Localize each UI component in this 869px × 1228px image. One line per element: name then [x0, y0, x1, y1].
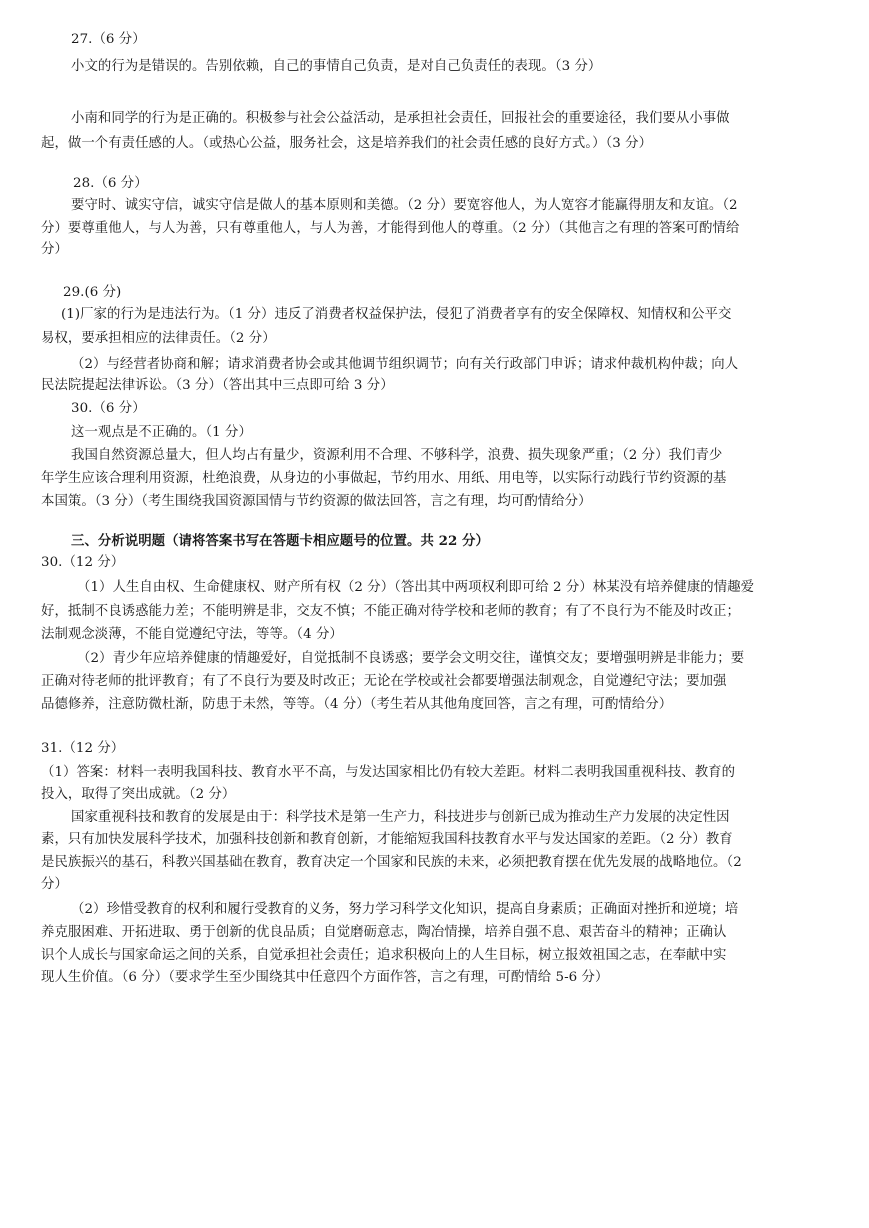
text-line: 国家重视科技和教育的发展是由于：科学技术是第一生产力，科技进步与创新已成为推动生产力发展的决定性因	[71, 810, 730, 825]
text-line: 小文的行为是错误的。告别依赖，自己的事情自己负责，是对自己负责任的表现。（3 分）	[71, 59, 602, 74]
text-line: 要守时、诚实守信，诚实守信是做人的基本原则和美德。（2 分）要宽容他人，为人宽容才能赢得朋友和友谊。（2	[71, 198, 738, 213]
text-line: 投入，取得了突出成就。（2 分）	[41, 787, 236, 802]
text-line: 养克服困难、开拓进取、勇于创新的优良品质；自觉磨砺意志，陶冶情操，培养自强不息、艰苦奋斗的精神；正确认	[41, 925, 727, 940]
question-27-header: 27.（6 分）	[71, 32, 146, 47]
text-line: 识个人成长与国家命运之间的关系，自觉承担社会责任；追求积极向上的人生目标，树立报效祖国之志，在奉献中实	[41, 948, 727, 963]
question-30b-header: 30.（12 分）	[41, 555, 125, 570]
text-line: （2）与经营者协商和解；请求消费者协会或其他调节组织调节；向有关行政部门申诉；请求仲裁机构仲裁；向人	[71, 357, 739, 372]
text-line: 分）	[41, 877, 68, 892]
text-line: 是民族振兴的基石，科教兴国基础在教育，教育决定一个国家和民族的未来，必须把教育摆在优先发展的战略地位。（2	[41, 855, 742, 870]
text-line: （1）人生自由权、生命健康权、财产所有权（2 分）（答出其中两项权利即可给 2 分）林某没有培养健康的情趣爱	[77, 580, 755, 595]
text-line: (1)厂家的行为是违法行为。（1 分）违反了消费者权益保护法，侵犯了消费者享有的安全保障权、知情权和公平交	[61, 307, 732, 322]
text-line: 我国自然资源总量大，但人均占有量少，资源利用不合理、不够科学，浪费、损失现象严重；（2 分）我们青少	[71, 448, 723, 463]
question-31-header: 31.（12 分）	[41, 741, 125, 756]
question-30-header: 30.（6 分）	[71, 401, 146, 416]
text-line: 年学生应该合理利用资源，杜绝浪费，从身边的小事做起，节约用水、用纸、用电等，以实际行动践行节约资源的基	[41, 471, 727, 486]
text-line: （2）珍惜受教育的权利和履行受教育的义务，努力学习科学文化知识，提高自身素质；正确面对挫折和逆境；培	[71, 902, 739, 917]
text-line: 民法院提起法律诉讼。（3 分）（答出其中三点即可给 3 分）	[41, 378, 394, 393]
text-line: 品德修养，注意防微杜渐，防患于未然，等等。（4 分）（考生若从其他角度回答，言之有理，可酌情给分）	[41, 697, 673, 712]
text-line: 起，做一个有责任感的人。（或热心公益，服务社会，这是培养我们的社会责任感的良好方式。）（3 分）	[41, 136, 653, 151]
text-line: 小南和同学的行为是正确的。积极参与社会公益活动，是承担社会责任，回报社会的重要途径，我们要从小事做	[71, 111, 730, 126]
text-line: 好，抵制不良诱惑能力差；不能明辨是非，交友不慎；不能正确对待学校和老师的教育；有了不良行为不能及时改正；	[41, 604, 740, 619]
text-line: 现人生价值。（6 分）（要求学生至少围绕其中任意四个方面作答，言之有理，可酌情给 5-6 分）	[41, 970, 609, 985]
section-3-heading: 三、分析说明题（请将答案书写在答题卡相应题号的位置。共 22 分）	[71, 533, 489, 549]
text-line: 法制观念淡薄，不能自觉遵纪守法，等等。（4 分）	[41, 627, 343, 642]
text-line: 分）要尊重他人，与人为善，只有尊重他人，与人为善，才能得到他人的尊重。（2 分）（其他言之有理的答案可酌情给	[41, 221, 740, 236]
text-line: 素，只有加快发展科学技术，加强科技创新和教育创新，才能缩短我国科技教育水平与发达国家的差距。（2 分）教育	[41, 832, 733, 847]
text-line: （1）答案：材料一表明我国科技、教育水平不高，与发达国家相比仍有较大差距。材料二表明我国重视科技、教育的	[41, 765, 736, 780]
question-29-header: 29.(6 分)	[63, 285, 122, 300]
text-line: （2）青少年应培养健康的情趣爱好，自觉抵制不良诱惑；要学会文明交往，谨慎交友；要增强明辨是非能力；要	[77, 651, 745, 666]
text-line: 本国策。（3 分）（考生围绕我国资源国情与节约资源的做法回答，言之有理，均可酌情给分）	[41, 494, 592, 509]
text-line: 易权，要承担相应的法律责任。（2 分）	[41, 331, 276, 346]
text-line: 分）	[41, 242, 68, 257]
question-28-header: 28.（6 分）	[73, 176, 148, 191]
text-line: 正确对待老师的批评教育；有了不良行为要及时改正；无论在学校或社会都要增强法制观念，自觉遵纪守法；要加强	[41, 674, 727, 689]
text-line: 这一观点是不正确的。（1 分）	[71, 425, 252, 440]
